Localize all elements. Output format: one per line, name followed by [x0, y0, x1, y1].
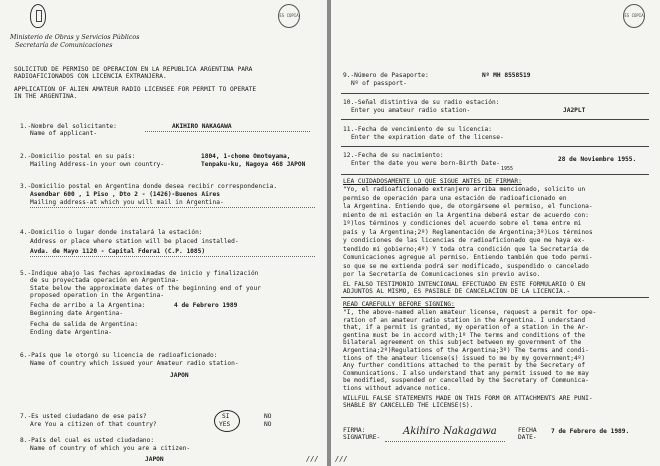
- signature-label-es: FIRMA:: [343, 427, 366, 434]
- declaration-line: miento de mi estación en la Argentina deberá estar de acuerdo con:: [343, 211, 589, 219]
- argentina-mail-label-en: Mailing address-at which you will mail in Argentina-: [30, 199, 224, 206]
- declaration-line: 1º)los términos y condiciones del acuerdo sobre el tema entre mi: [343, 220, 582, 227]
- declaration-line: permiso de operación para una estación de radioaficionado en: [343, 194, 567, 202]
- declaration-line: be modified, suspended or cancelled by the Secretary of Communica-: [343, 377, 589, 385]
- applicant-name-value: AKIHIRO NAKAGAWA: [172, 123, 232, 130]
- declaration-line: tions of the amateur license(s) issued to me by my government;4º): [343, 354, 586, 362]
- divider: [341, 119, 649, 120]
- divider: [341, 174, 649, 175]
- station-address-line: [30, 256, 315, 257]
- dates-label-es: 5.-Indique abajo las fechas aproximadas de inicio y finalización: [20, 270, 259, 277]
- station-address-label-en: Address or place where station will be placed installed-: [30, 238, 239, 245]
- page-corner-mark: ///: [335, 455, 348, 463]
- birth-year-note: 1955: [501, 166, 514, 172]
- declaration-line: y condiciones de las licencias de radioaficionado que me haya ex-: [343, 237, 586, 244]
- copy-stamp: ES COPIA: [623, 4, 645, 28]
- declaration-line: Any further conditions attached to the permit by the Secretary of: [343, 362, 586, 370]
- declaration-line: "I, the above-named alien amateur license, request a permit for ope-: [343, 309, 597, 316]
- title-es-2: RADIOAFICIONADOS CON LICENCIA EXTRANJERA.: [14, 73, 167, 80]
- citizen-question-es: 7.-Es usted ciudadano de ese país?: [20, 413, 147, 420]
- divider: [341, 93, 649, 94]
- dates-label-es-2: de su proyectada operación en Argentina-: [30, 277, 180, 284]
- form-page-2: [331, 0, 660, 466]
- mailing-label-en: Mailing Address-in your own country-: [30, 161, 165, 168]
- callsign-value: JA2PLT: [563, 107, 586, 114]
- station-address-label-es: 4.-Domicilio o lugar donde instalará la estación:: [20, 229, 203, 236]
- signature-line: [385, 441, 505, 442]
- date-label-en: DATE-: [518, 434, 537, 441]
- declaration-line: Communications. I also understand that any permit issued to me may: [343, 369, 589, 377]
- no-option-es: NO: [264, 413, 272, 420]
- applicant-line: [145, 131, 310, 132]
- divider: [341, 297, 649, 298]
- mailing-value-1: 1804, 1-chome Omoteyama,: [201, 153, 291, 160]
- sign-heading-en: READ CAREFULLY BEFORE SIGNING:: [343, 301, 455, 308]
- declaration-line: Comunicaciones agregue al permiso. Entiendo también que todo permi-: [343, 254, 593, 261]
- license-country-label-en: Name of country which issued your Amateur radio station-: [30, 360, 239, 367]
- citizenship-label-en: Name of country of which you are a citizen-: [30, 445, 191, 452]
- license-country-label-es: 6.-País que le otorgó su licencia de radioaficionado:: [20, 352, 218, 359]
- arrival-date-value: 4 de Febrero 1989: [174, 302, 238, 309]
- mailing-value-2: Tenpaku-ku, Nagoya 468 JAPON: [201, 161, 306, 168]
- station-address-value: Avda. de Mayo 1120 - Capital Fdera1 (C.P. 1085): [30, 248, 206, 255]
- license-country-value: JAPON: [170, 372, 189, 379]
- si-option: SI: [222, 413, 230, 420]
- expiration-label-es: 11.-Fecha de vencimiento de su licencia:: [343, 126, 493, 133]
- date-label-es: FECHA: [518, 427, 537, 434]
- argentina-mail-label-es: 3.-Domicilio postal en Argentina donde desea recibir correspondencia.: [20, 183, 278, 190]
- declaration-line: país y la Argentina;2º) Reglamentación de Argentina;3º)Los términos: [343, 228, 593, 236]
- arrival-label-es: Fecha de arribo a la Argentina:: [30, 302, 146, 309]
- passport-value: Nº MH 8558519: [482, 72, 531, 79]
- title-es: SOLICITUD DE PERMISO DE OPERACION EN LA REPUBLICA ARGENTINA PARA: [14, 66, 253, 73]
- declaration-line: tendido mi gobierno;4º) Y toda otra condición que la Secretaría de: [343, 245, 589, 253]
- declaration-line: "Yo, el radioaficionado extranjero arriba mencionado, solicito un: [343, 186, 586, 193]
- signature-label-en: SIGNATURE-: [343, 434, 381, 441]
- dates-label-en: State below the approximate dates of the beginning end of your: [30, 285, 261, 292]
- departure-label-en: Ending date Argentina-: [30, 329, 112, 336]
- declaration-line: Argentina;2º)Regulations of the Argentina;3º) The terms and condi-: [343, 347, 589, 354]
- sign-heading-es: LEA CUIDADOSAMENTE LO QUE SIGUE ANTES DE FIRMAR:: [343, 178, 522, 185]
- citizen-question-en: Are You a citizen of that country?: [30, 421, 157, 428]
- expiration-label-en: Enter the expiration date of the license-: [351, 134, 504, 141]
- declaration-line: tions without advance notice.: [343, 385, 452, 392]
- birthdate-label-es: 12.-Fecha de su nacimiento:: [343, 152, 444, 159]
- signing-date-value: 7 de Febrero de 1989.: [551, 428, 630, 435]
- applicant-label-en: Name of applicant-: [30, 130, 98, 137]
- argentina-mail-value: Asendbar 600 , 1 Piso , Dto 2 - (1426)-Buenos Aires: [30, 191, 220, 198]
- ministry-header: Ministerio de Obras y Servicios Públicos Secretaría de Comunicaciones: [10, 34, 140, 49]
- warning-en: WILLFUL FALSE STATEMENTS MADE ON THIS FORM OR ATTACHMENTS ARE PUNI-: [343, 395, 593, 402]
- declaration-line: so que se me extienda podrá ser modificado, suspendido o cancelado: [343, 262, 589, 270]
- mailing-label-es: 2.-Domicilio postal en su país:: [20, 153, 136, 160]
- warning-es: EL FALSO TESTIMONIO INTENCIONAL EFECTUADO EN ESTE FORMULARIO O EN: [343, 281, 586, 288]
- dates-label-en-2: proposed operation in the Argentina-: [30, 292, 165, 299]
- declaration-line: por la Secretaría de Comunicaciones sin previo aviso.: [343, 271, 541, 278]
- no-option-en: NO: [264, 421, 272, 428]
- argentina-mail-line: [30, 207, 315, 208]
- declaration-line: la Argentina. Entiendo que, de otorgárseme el permiso, el funciona-: [343, 203, 593, 210]
- departure-label-es: Fecha de salida de Argentina:: [30, 321, 139, 328]
- title-en: APPLICATION OF ALIEN AMATEUR RADIO LICENSEE FOR PERMIT TO OPERATE: [14, 86, 257, 93]
- declaration-line: ration of an amateur radio station in the Argentina. I understand: [343, 316, 586, 324]
- citizenship-label-es: 8.-País del cual es usted ciudadano:: [20, 437, 155, 444]
- arrival-label-en: Beginning date Argentina-: [30, 310, 124, 317]
- birthdate-value: 28 de Noviembre 1955.: [558, 156, 637, 163]
- copy-stamp: ES COPIA: [278, 4, 300, 28]
- signature: Akihiro Nakagawa: [403, 426, 497, 437]
- yes-option: YES: [219, 421, 231, 428]
- birthdate-label-en: Enter the date you were born-Birth Date-: [351, 160, 501, 167]
- citizenship-value: JAPON: [145, 456, 164, 463]
- page-corner-mark: ///: [306, 455, 319, 463]
- applicant-label-es: 1.-Nombre del solicitante:: [20, 123, 117, 130]
- passport-label-en: Nº of passport-: [351, 80, 407, 87]
- form-page-1: [0, 0, 327, 466]
- warning-es-2: ADJUNTOS AL MISMO, ES PASIBLE DE CANCELACION DE LA LICENCIA.-: [343, 288, 571, 295]
- passport-label-es: 9.-Número de Pasaporte:: [343, 72, 429, 79]
- callsign-label-en: Enter you amateur radio station-: [351, 107, 471, 114]
- national-seal-icon: [30, 4, 46, 28]
- divider: [341, 146, 649, 147]
- callsign-label-es: 10.-Señal distintiva de su radio estación:: [343, 99, 500, 106]
- declaration-line: bilateral agreement on this subject between my government of the: [343, 339, 582, 347]
- declaration-line: that, if a permit is granted, my operation of a station in the Ar-: [343, 324, 589, 332]
- warning-en-2: SHABLE BY CANCELLED THE LICENSE(S).: [343, 402, 474, 409]
- declaration-line: gentina must be in accord with;1º The terms and conditions of the: [343, 331, 586, 339]
- title-en-2: IN THE ARGENTINA.: [14, 93, 78, 100]
